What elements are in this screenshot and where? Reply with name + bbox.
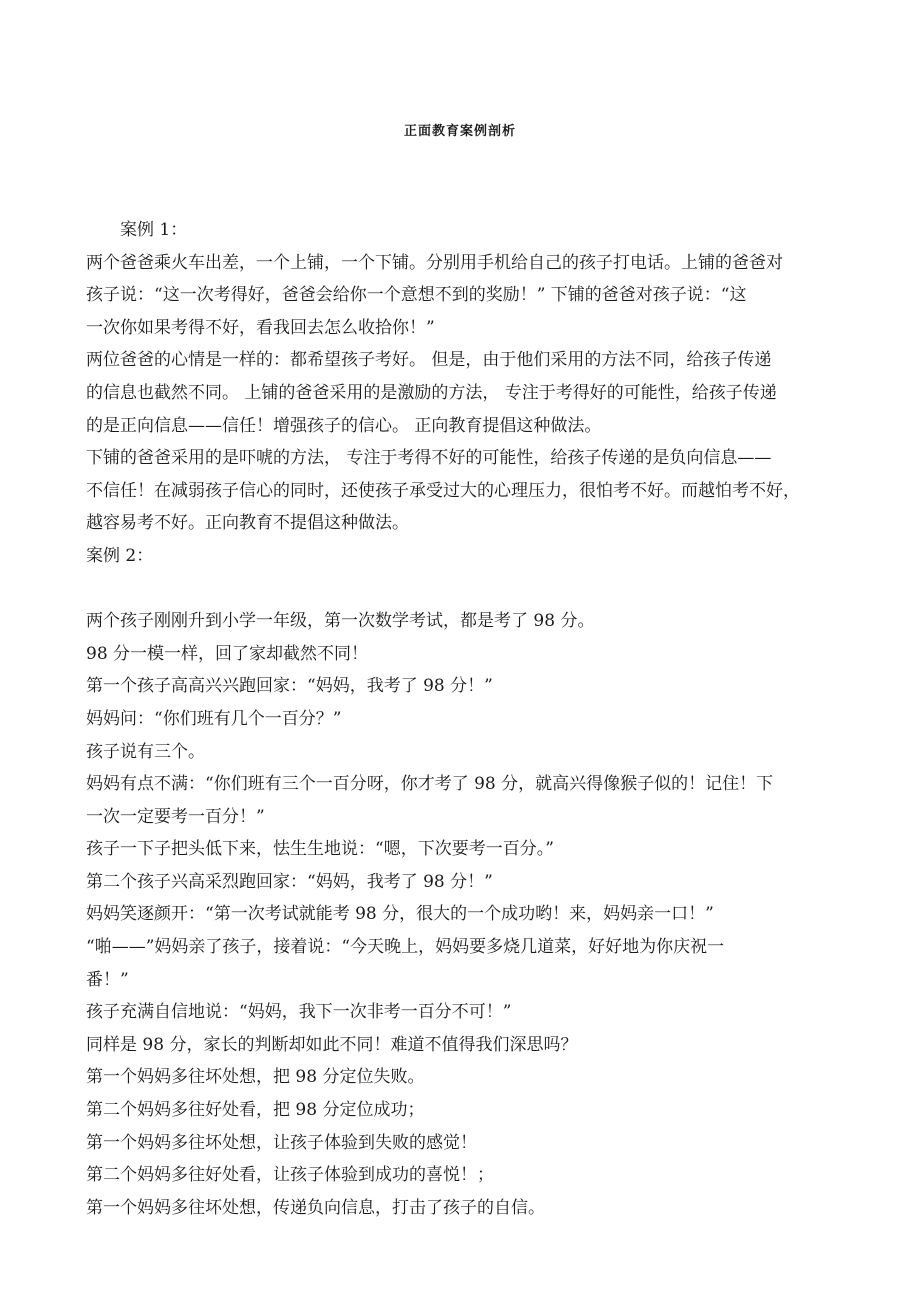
paragraph-line: 孩子说有三个。 [86,741,205,762]
paragraph-line: 两个爸爸乘火车出差，一个上铺，一个下铺。分别用手机给自己的孩子打电话。上铺的爸爸对 [86,252,783,273]
paragraph-line: 的信息也截然不同。 上铺的爸爸采用的是激励的方法， 专注于考得好的可能性，给孩子传递 [86,382,777,403]
paragraph-line: 第一个妈妈多往坏处想，传递负向信息，打击了孩子的自信。 [86,1197,545,1218]
paragraph-line: 第二个妈妈多往好处看，让孩子体验到成功的喜悦！； [86,1165,494,1186]
paragraph-line: 的是正向信息——信任！增强孩子的信心。 正向教育提倡这种做法。 [86,415,602,436]
paragraph-line: 妈妈有点不满：“你们班有三个一百分呀，你才考了 98 分，就高兴得像猴子似的！记住！下 [86,774,774,795]
document-body [86,214,838,1224]
paragraph-line: 一次一定要考一百分！” [86,806,265,827]
paragraph-line: 第一个孩子高高兴兴跑回家：“妈妈，我考了 98 分！” [86,676,493,697]
document-title: 正面教育案例剖析 [403,124,516,139]
paragraph-line: 案例 1： [120,220,188,240]
paragraph-line: 第一个妈妈多往坏处想，把 98 分定位失败。 [86,1067,425,1088]
paragraph-line: “啪——”妈妈亲了孩子，接着说：“今天晚上，妈妈要多烧几道菜，好好地为你庆祝一 [86,937,725,958]
paragraph-line: 番！” [86,969,129,990]
paragraph-line: 孩子充满自信地说：“妈妈，我下一次非考一百分不可！” [86,1002,512,1023]
paragraph-line: 第一个妈妈多往坏处想，让孩子体验到失败的感觉！ [86,1132,477,1153]
blank-line [86,573,838,606]
paragraph-line: 98 分一模一样，回了家却截然不同！ [86,643,369,664]
paragraph-line: 一次你如果考得不好，看我回去怎么收拾你！” [86,317,435,338]
paragraph-line: 越容易考不好。正向教育不提倡这种做法。 [86,513,409,534]
paragraph-line: 两位爸爸的心情是一样的：都希望孩子考好。 但是，由于他们采用的方法不同，给孩子传递 [86,350,772,371]
paragraph-line: 妈妈笑逐颜开：“第一次考试就能考 98 分，很大的一个成功哟！来，妈妈亲一口！” [86,904,714,925]
paragraph-line: 下铺的爸爸采用的是吓唬的方法， 专注于考得不好的可能性，给孩子传递的是负向信息—— [86,448,772,469]
paragraph-line: 同样是 98 分，家长的判断却如此不同！难道不值得我们深思吗？ [86,1034,578,1055]
paragraph-line: 孩子说：“这一次考得好，爸爸会给你一个意想不到的奖励！” 下铺的爸爸对孩子说：“这 [86,285,747,306]
paragraph-line: 两个孩子刚刚升到小学一年级，第一次数学考试，都是考了 98 分。 [86,611,595,632]
paragraph-line: 第二个妈妈多往好处看，把 98 分定位成功； [86,1100,425,1121]
paragraph-line: 不信任！在减弱孩子信心的同时，还使孩子承受过大的心理压力，很怕考不好。而越怕考不好， [86,480,800,501]
paragraph-line: 第二个孩子兴高采烈跑回家：“妈妈，我考了 98 分！” [86,871,493,892]
paragraph-line: 孩子一下子把头低下来，怯生生地说：“嗯，下次要考一百分。” [86,839,554,860]
paragraph-line: 案例 2： [86,545,154,566]
paragraph-line: 妈妈问：“你们班有几个一百分？” [86,708,342,729]
